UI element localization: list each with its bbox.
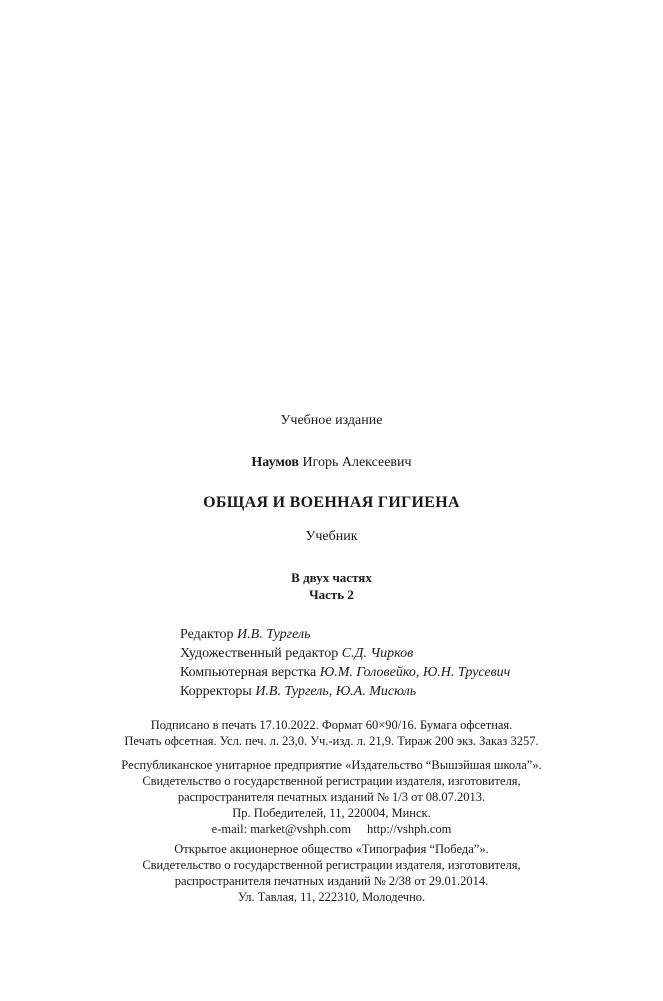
credit-names: И.В. Тургель	[237, 627, 311, 642]
credit-editor	[180, 625, 510, 644]
printer-info	[0, 841, 663, 905]
publisher-email: e-mail: market@vshph.com	[211, 822, 351, 836]
printer-line: Свидетельство о государственной регистрации издателя, изготовителя,	[142, 858, 521, 872]
author-line	[0, 455, 663, 471]
publisher-contacts	[0, 821, 663, 837]
author-names: Игорь Алексеевич	[302, 455, 412, 470]
printer-line: Открытое акционерное общество «Типография “Победа”».	[174, 842, 489, 856]
printer-line: распространителя печатных изданий № 2/38 от 29.01.2014.	[174, 874, 489, 888]
printer-line: Ул. Тавлая, 11, 222310, Молодечно.	[237, 890, 426, 904]
publisher-line: Республиканское унитарное предприятие «Издательство “Вышэйшая школа”».	[121, 758, 542, 772]
credit-role: Корректоры	[180, 684, 252, 699]
credit-art-editor	[180, 644, 510, 663]
publisher-line: распространителя печатных изданий № 1/3 от 08.07.2013.	[177, 790, 486, 804]
credit-role: Компьютерная верстка	[180, 665, 317, 680]
credit-role: Художественный редактор	[180, 646, 339, 661]
book-subtitle: Учебник	[305, 529, 358, 544]
publisher-website: http://vshph.com	[366, 822, 452, 836]
credit-proofreaders	[180, 682, 510, 701]
book-title: ОБЩАЯ И ВОЕННАЯ ГИГИЕНА	[203, 494, 460, 511]
credit-layout	[180, 663, 510, 682]
parts-info	[0, 569, 663, 603]
print-info-line: Подписано в печать 17.10.2022. Формат 60×90/16. Бумага офсетная.	[150, 718, 513, 732]
print-info-line: Печать офсетная. Усл. печ. л. 23,0. Уч.-изд. л. 21,9. Тираж 200 экз. Заказ 3257.	[124, 734, 539, 748]
credit-role: Редактор	[180, 627, 234, 642]
publisher-line: Пр. Победителей, 11, 220004, Минск.	[232, 806, 431, 820]
parts-current: Часть 2	[309, 587, 354, 602]
credits-list	[180, 625, 510, 701]
credit-names: Ю.М. Головейко, Ю.Н. Трусевич	[319, 665, 511, 680]
publisher-info	[0, 757, 663, 837]
print-info	[0, 717, 663, 749]
credit-names: И.В. Тургель, Ю.А. Мисюль	[255, 684, 417, 699]
credit-names: С.Д. Чирков	[341, 646, 414, 661]
author-surname: Наумов	[251, 455, 299, 470]
publisher-line: Свидетельство о государственной регистрации издателя, изготовителя,	[142, 774, 521, 788]
edition-type: Учебное издание	[280, 413, 383, 428]
parts-total: В двух частях	[291, 570, 372, 585]
